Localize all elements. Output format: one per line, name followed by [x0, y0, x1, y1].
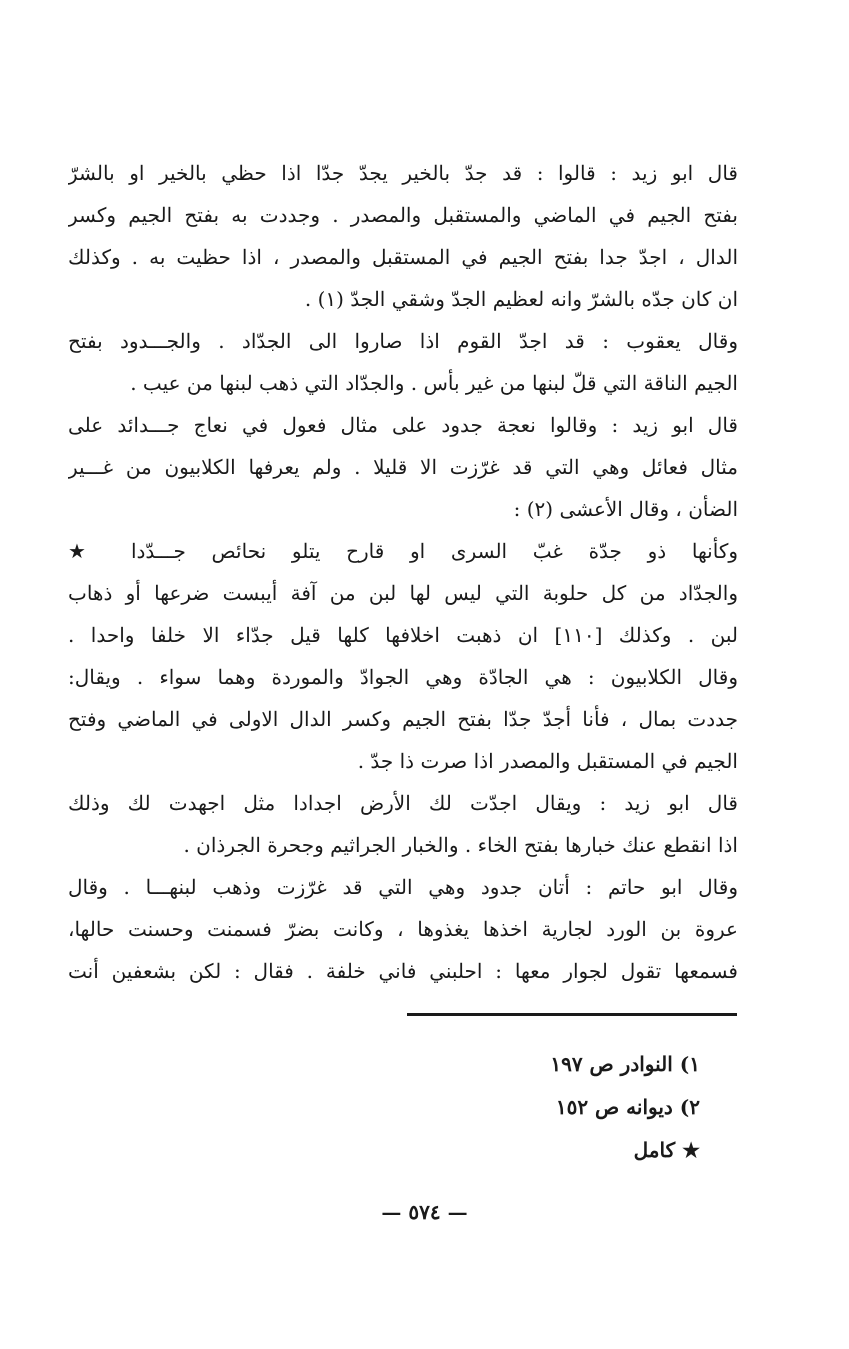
- text-line: جددت بمال ، فأنا أجدّ جدّا بفتح الجيم وكسر الدال الاولى في الماضي وفتح: [68, 707, 738, 731]
- text-line: قال ابو زيد : قالوا : قد جدّ بالخير يجدّ جدّا اذا حظي بالخير او بالشرّ: [68, 161, 738, 185]
- text-line: ان كان جدّه بالشرّ وانه لعظيم الجدّ وشقي الجدّ (١) .: [304, 287, 738, 311]
- footnotes: [400, 1043, 700, 1172]
- text-line: وقال الكلابيون : هي الجادّة وهي الجوادّ والموردة وهما سواء . ويقال:: [68, 665, 738, 689]
- footnote: ٢) ديوانه ص ١٥٢: [555, 1095, 700, 1119]
- text-line: وقال يعقوب : قد اجدّ القوم اذا صاروا الى الجدّاد . والجـــدود بفتح: [68, 329, 738, 353]
- text-line: فسمعها تقول لجوار معها : احلبني فاني خلفة . فقال : لكن بشعفين أنت: [68, 959, 738, 983]
- text-line: لبن . وكذلك [١١٠] ان ذهبت اخلافها كلها قيل جدّاء الا خلفا واحدا .: [68, 623, 738, 647]
- text-line: بفتح الجيم في الماضي والمستقبل والمصدر . وجددت به بفتح الجيم وكسر: [68, 203, 738, 227]
- text-line: قال ابو زيد : ويقال اجدّت لك الأرض اجدادا مثل اجهدت لك وذلك: [68, 791, 738, 815]
- verse-line: وكأنها ذو جدّة غبّ السرى او قارح يتلو نحائص جـــدّدا ★: [68, 539, 738, 563]
- text-line: اذا انقطع عنك خبارها بفتح الخاء . والخبار الجراثيم وجحرة الجرذان .: [183, 833, 738, 857]
- text-line: الدال ، اجدّ جدا بفتح الجيم في المستقبل والمصدر ، اذا حظيت به . وكذلك: [68, 245, 738, 269]
- text-line: الضأن ، وقال الأعشى (٢) :: [513, 497, 738, 521]
- text-line: قال ابو زيد : وقالوا نعجة جدود على مثال فعول في نعاج جـــدائد على: [68, 413, 738, 437]
- text-line: وقال ابو حاتم : أتان جدود وهي التي قد غرّزت وذهب لبنهـــا . وقال: [68, 875, 738, 899]
- body-text: [68, 152, 738, 992]
- footnote: ★ كامل: [633, 1138, 700, 1162]
- text-line: الجيم في المستقبل والمصدر اذا صرت ذا جدّ .: [357, 749, 738, 773]
- text-line: عروة بن الورد لجارية اخذها يغذوها ، وكانت بضرّ فسمنت وحسنت حالها،: [68, 917, 738, 941]
- text-line: الجيم الناقة التي قلّ لبنها من غير بأس . والجدّاد التي ذهب لبنها من عيب .: [130, 371, 738, 395]
- footnote: ١) النوادر ص ١٩٧: [550, 1052, 700, 1076]
- text-line: مثال فعائل وهي التي قد غرّزت الا قليلا . ولم يعرفها الكلابيون من غـــير: [68, 455, 738, 479]
- text-line: والجدّاد من كل حلوبة التي ليس لها لبن من آفة أيبست ضرعها أو ذهاب: [68, 581, 738, 605]
- footnote-separator: [407, 1013, 737, 1016]
- page-number: — ٥٧٤ —: [381, 1200, 468, 1224]
